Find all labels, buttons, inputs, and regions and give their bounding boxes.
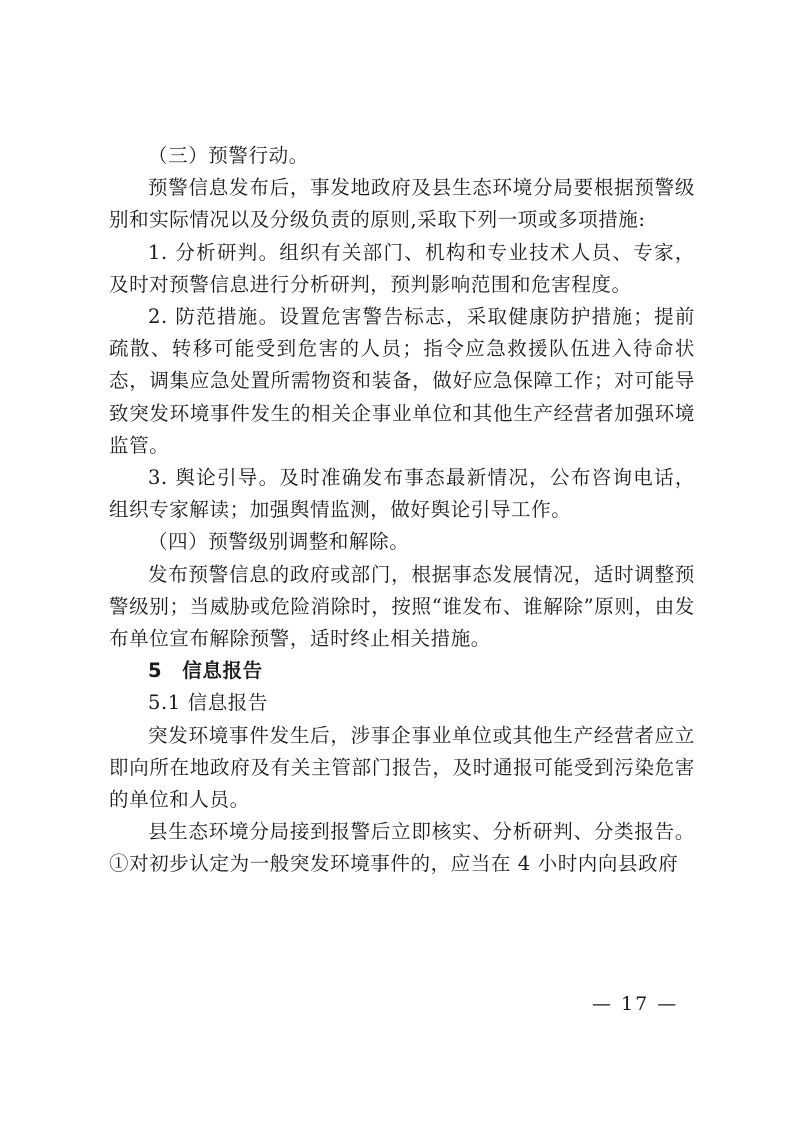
page-number: — 17 — — [592, 993, 679, 1015]
section-heading-warning-adjust: （四）预警级别调整和解除。 — [148, 530, 410, 554]
paragraph-public-opinion: 3. 舆论引导。及时准确发布事态最新情况，公布咨询电话，组织专家解读；加强舆情监测，做好舆论引导工作。 — [109, 466, 695, 522]
subsection-heading-info-report: 5.1 信息报告 — [148, 691, 269, 715]
paragraph-bureau-report: 县生态环境分局接到报警后立即核实、分析研判、分类报告。①对初步认定为一般突发环境事件的，应当在 4 小时内向县政府 — [109, 820, 695, 876]
paragraph-incident-report: 突发环境事件发生后，涉事企事业单位或其他生产经营者应立即向所在地政府及有关主管部门报告，及时通报可能受到污染危害的单位和人员。 — [109, 723, 695, 812]
document-body — [109, 140, 695, 881]
paragraph-warning-adjust: 发布预警信息的政府或部门，根据事态发展情况，适时调整预警级别；当威胁或危险消除时，按照“谁发布、谁解除”原则，由发布单位宣布解除预警，适时终止相关措施。 — [109, 562, 695, 651]
paragraph-analysis: 1. 分析研判。组织有关部门、机构和专业技术人员、专家，及时对预警信息进行分析研判，预判影响范围和危害程度。 — [109, 240, 695, 296]
chapter-heading-info-report: 5 信息报告 — [148, 659, 263, 683]
paragraph-prevention: 2. 防范措施。设置危害警告标志，采取健康防护措施；提前疏散、转移可能受到危害的人员；指令应急救援队伍进入待命状态，调集应急处置所需物资和装备，做好应急保障工作；对可能导致突发环境事件发生的相关企事业单位和其他生产经营者加强环境监管。 — [109, 305, 695, 457]
section-heading-warning-action: （三）预警行动。 — [148, 144, 309, 167]
paragraph-warning-intro: 预警信息发布后，事发地政府及县生态环境分局要根据预警级别和实际情况以及分级负责的原则,采取下列一项或多项措施: — [109, 176, 695, 232]
